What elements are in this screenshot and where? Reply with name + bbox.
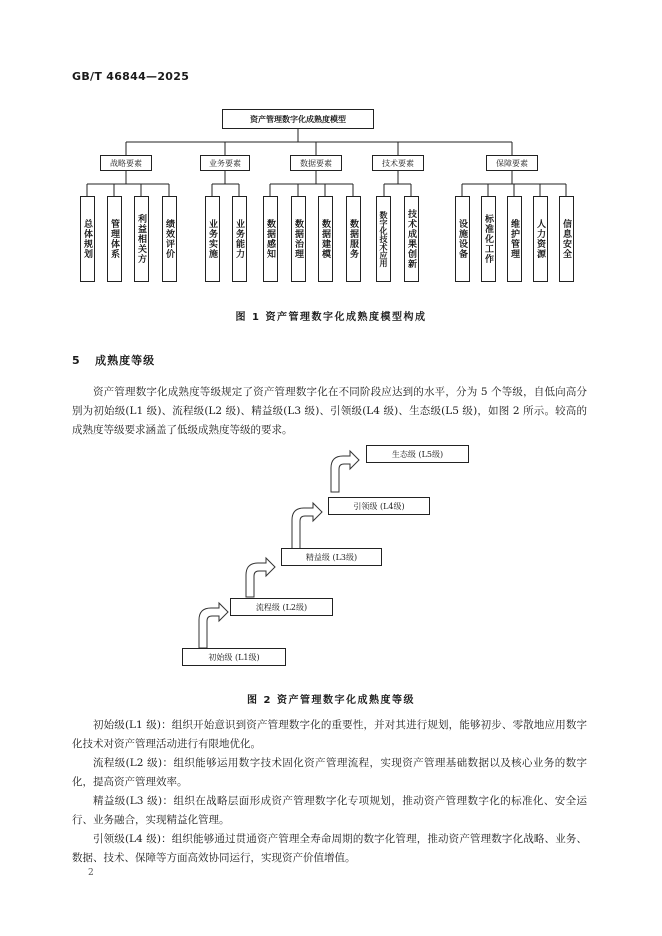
level-l1-box: 初始级 (L1级) [182, 648, 286, 666]
figure2-caption: 图 2 资产管理数字化成熟度等级 [247, 695, 415, 706]
leaf-label: 业务能力 [234, 219, 244, 259]
intro-paragraph: 资产管理数字化成熟度等级规定了资产管理数字化在不同阶段应达到的水平，分为 5 个等级，自低向高分别为初始级(L1 级)、流程级(L2 级)、精益级(L3 级)、引领级(L4 级)、生态级(L5 级)，如图 2 所示。较高的成熟度等级要求涵盖了低级成熟度等级的要求。 [72, 386, 587, 436]
definition-l1: 初始级(L1 级)：组织开始意识到资产管理数字化的重要性，并对其进行规划，能够初步、零散地应用数字化技术对资产管理活动进行有限地优化。 [72, 719, 587, 750]
leaf-label: 利益相关方 [136, 214, 146, 264]
level-l3-box: 精益级 (L3级) [281, 548, 382, 566]
leaf-label: 数据建模 [320, 219, 330, 259]
leaf-label: 维护管理 [509, 219, 519, 259]
page-number: 2 [88, 868, 94, 878]
group-guarantee: 保障要素 [486, 155, 538, 171]
leaf-label: 信息安全 [561, 219, 571, 259]
level-l5-box: 生态级 (L5级) [366, 445, 469, 463]
leaf-label: 数据服务 [348, 219, 358, 259]
definition-l3: 精益级(L3 级)：组织在战略层面形成资产管理数字化专项规划，推动资产管理数字化的标准化、安全运行、业务融合，实现精益化管理。 [72, 795, 587, 826]
standard-number: GB/T 46844—2025 [72, 70, 190, 83]
level-l4-box: 引领级 (L4级) [328, 497, 430, 515]
leaf-label: 管理体系 [109, 219, 119, 259]
section-title: 成熟度等级 [95, 354, 156, 367]
group-strategy: 战略要素 [100, 155, 152, 171]
step-arrow-icon [199, 603, 228, 648]
group-business: 业务要素 [200, 155, 250, 171]
model-root-box: 资产管理数字化成熟度模型 [222, 109, 374, 129]
group-technology: 技术要素 [372, 155, 424, 171]
figure1-caption: 图 1 资产管理数字化成熟度模型构成 [235, 312, 427, 323]
leaf-label: 总体规划 [82, 219, 92, 259]
group-data: 数据要素 [290, 155, 342, 171]
leaf-label: 人力资源 [535, 219, 545, 259]
leaf-label: 标准化工作 [483, 214, 493, 264]
leaf-label: 数据治理 [293, 219, 303, 259]
level-l2-box: 流程级 (L2级) [230, 598, 333, 616]
leaf-label: 数字化技术应用 [379, 211, 388, 267]
leaf-label: 技术成果创新 [406, 209, 416, 269]
step-arrow-icon [246, 558, 275, 597]
leaf-label: 绩效评价 [164, 219, 174, 259]
definition-l4: 引领级(L4 级)：组织能够通过贯通资产管理全寿命周期的数字化管理，推动资产管理数字化战略、业务、数据、技术、保障等方面高效协同运行，实现资产价值增值。 [72, 833, 587, 864]
leaf-label: 业务实施 [207, 219, 217, 259]
leaf-label: 数据感知 [265, 219, 275, 259]
section-number: 5 [72, 354, 81, 367]
step-arrow-icon [331, 451, 359, 492]
definition-l2: 流程级(L2 级)：组织能够运用数字技术固化资产管理流程，实现资产管理基础数据以及核心业务的数字化，提高资产管理效率。 [72, 757, 587, 788]
leaf-label: 设施设备 [457, 219, 467, 259]
step-arrow-icon [292, 503, 322, 549]
